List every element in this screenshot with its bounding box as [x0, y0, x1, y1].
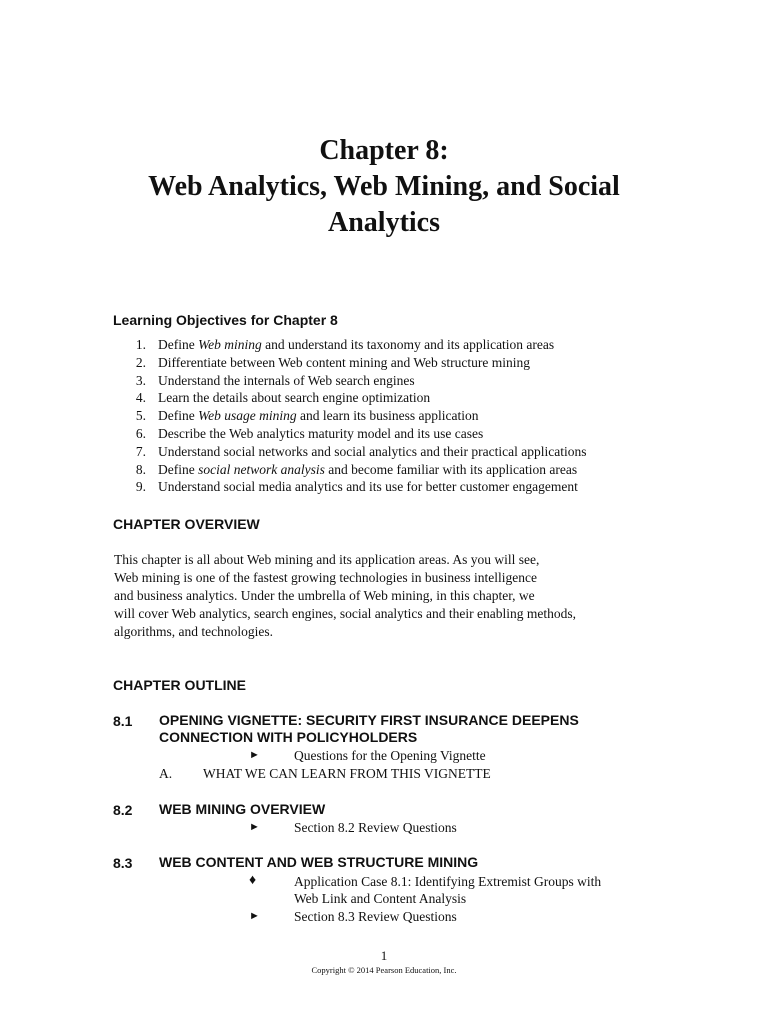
objective-text [158, 336, 554, 354]
objective-number: 7. [135, 443, 146, 459]
outline-item: Questions for the Opening Vignette [294, 748, 486, 763]
objective-number: 6. [135, 425, 146, 441]
section-number: 8.2 [113, 802, 133, 818]
outline-sub-letter: A. [159, 766, 173, 781]
page-number: 1 [380, 948, 388, 963]
objective-item [120, 407, 720, 425]
objective-number: 9. [135, 479, 146, 495]
triangle-bullet-icon: ► [249, 821, 260, 833]
objectives-list [120, 336, 720, 496]
objective-text [158, 461, 577, 479]
objective-text-part: Understand social networks and social analytics and their practical applications [158, 443, 587, 459]
objective-item [120, 461, 720, 479]
objective-number: 1. [135, 337, 146, 352]
section-title: WEB CONTENT AND WEB STRUCTURE MINING [159, 854, 479, 870]
objective-text-part: Define [158, 408, 199, 424]
diamond-bullet-icon: ♦ [249, 873, 257, 888]
objective-item [120, 425, 720, 443]
objective-item [120, 443, 720, 461]
objective-number: 4. [135, 390, 146, 406]
triangle-bullet-icon: ► [249, 749, 260, 761]
section-title: CONNECTION WITH POLICYHOLDERS [159, 729, 418, 745]
objective-text-part: and learn its business application [296, 408, 479, 424]
outline-item: WHAT WE CAN LEARN FROM THIS VIGNETTE [203, 766, 491, 781]
overview-heading: CHAPTER OVERVIEW [113, 516, 260, 532]
chapter-title-line: Web Analytics, Web Mining, and Social [148, 171, 620, 202]
copyright-notice: Copyright © 2014 Pearson Education, Inc. [311, 965, 457, 975]
overview-line: algorithms, and technologies. [114, 624, 273, 639]
chapter-title [0, 133, 768, 241]
objective-text-part: and become familiar with its application areas [324, 461, 578, 477]
objective-text [158, 354, 530, 372]
overview-line: and business analytics. Under the umbrella of Web mining, in this chapter, we [114, 588, 535, 603]
objective-item [120, 372, 720, 390]
objective-emphasis: social network analysis [198, 461, 325, 477]
objective-text-part: Understand the internals of Web search engines [158, 372, 415, 388]
outline-item: Section 8.2 Review Questions [294, 820, 457, 835]
chapter-number: Chapter 8: [319, 135, 449, 166]
objectives-heading: Learning Objectives for Chapter 8 [113, 312, 338, 328]
objective-text [158, 389, 430, 407]
overview-line: Web mining is one of the fastest growing technologies in business intelligence [114, 570, 537, 585]
objective-number: 2. [135, 354, 146, 370]
objective-text-part: and understand its taxonomy and its application areas [261, 337, 555, 352]
overview-line: will cover Web analytics, search engines, social analytics and their enabling methods, [114, 606, 577, 621]
overview-line: This chapter is all about Web mining and its application areas. As you will see, [114, 552, 540, 567]
application-case: Application Case 8.1: Identifying Extremist Groups with [294, 874, 602, 889]
application-case: Web Link and Content Analysis [294, 891, 467, 906]
objective-text [158, 443, 586, 461]
objective-number: 3. [135, 372, 146, 388]
objective-item [120, 478, 720, 496]
objective-text-part: Define [158, 337, 199, 352]
objective-item [120, 389, 720, 407]
chapter-title-line: Analytics [328, 207, 440, 238]
objective-text [158, 478, 578, 496]
objective-number: 8. [135, 461, 146, 477]
objective-item [120, 354, 720, 372]
outline-heading: CHAPTER OUTLINE [113, 677, 246, 693]
objective-emphasis: Web mining [198, 337, 262, 352]
outline-item: Section 8.3 Review Questions [294, 909, 457, 924]
overview-paragraph [114, 551, 674, 641]
objective-text [158, 425, 483, 443]
objective-text [158, 372, 415, 390]
objective-emphasis: Web usage mining [198, 408, 297, 424]
triangle-bullet-icon: ► [249, 910, 260, 922]
objective-text-part: Learn the details about search engine optimization [158, 390, 431, 406]
objective-number: 5. [135, 408, 146, 424]
section-title: WEB MINING OVERVIEW [159, 801, 326, 817]
objective-text-part: Differentiate between Web content mining and Web structure mining [158, 354, 530, 370]
section-title: OPENING VIGNETTE: SECURITY FIRST INSURANCE DEEPENS [159, 712, 579, 728]
objective-item [120, 336, 720, 354]
objective-text [158, 407, 478, 425]
objective-text-part: Define [158, 461, 199, 477]
section-number: 8.3 [113, 855, 133, 871]
section-number: 8.1 [113, 713, 133, 729]
objective-text-part: Describe the Web analytics maturity model and its use cases [158, 425, 484, 441]
objective-text-part: Understand social media analytics and its use for better customer engagement [158, 479, 578, 495]
